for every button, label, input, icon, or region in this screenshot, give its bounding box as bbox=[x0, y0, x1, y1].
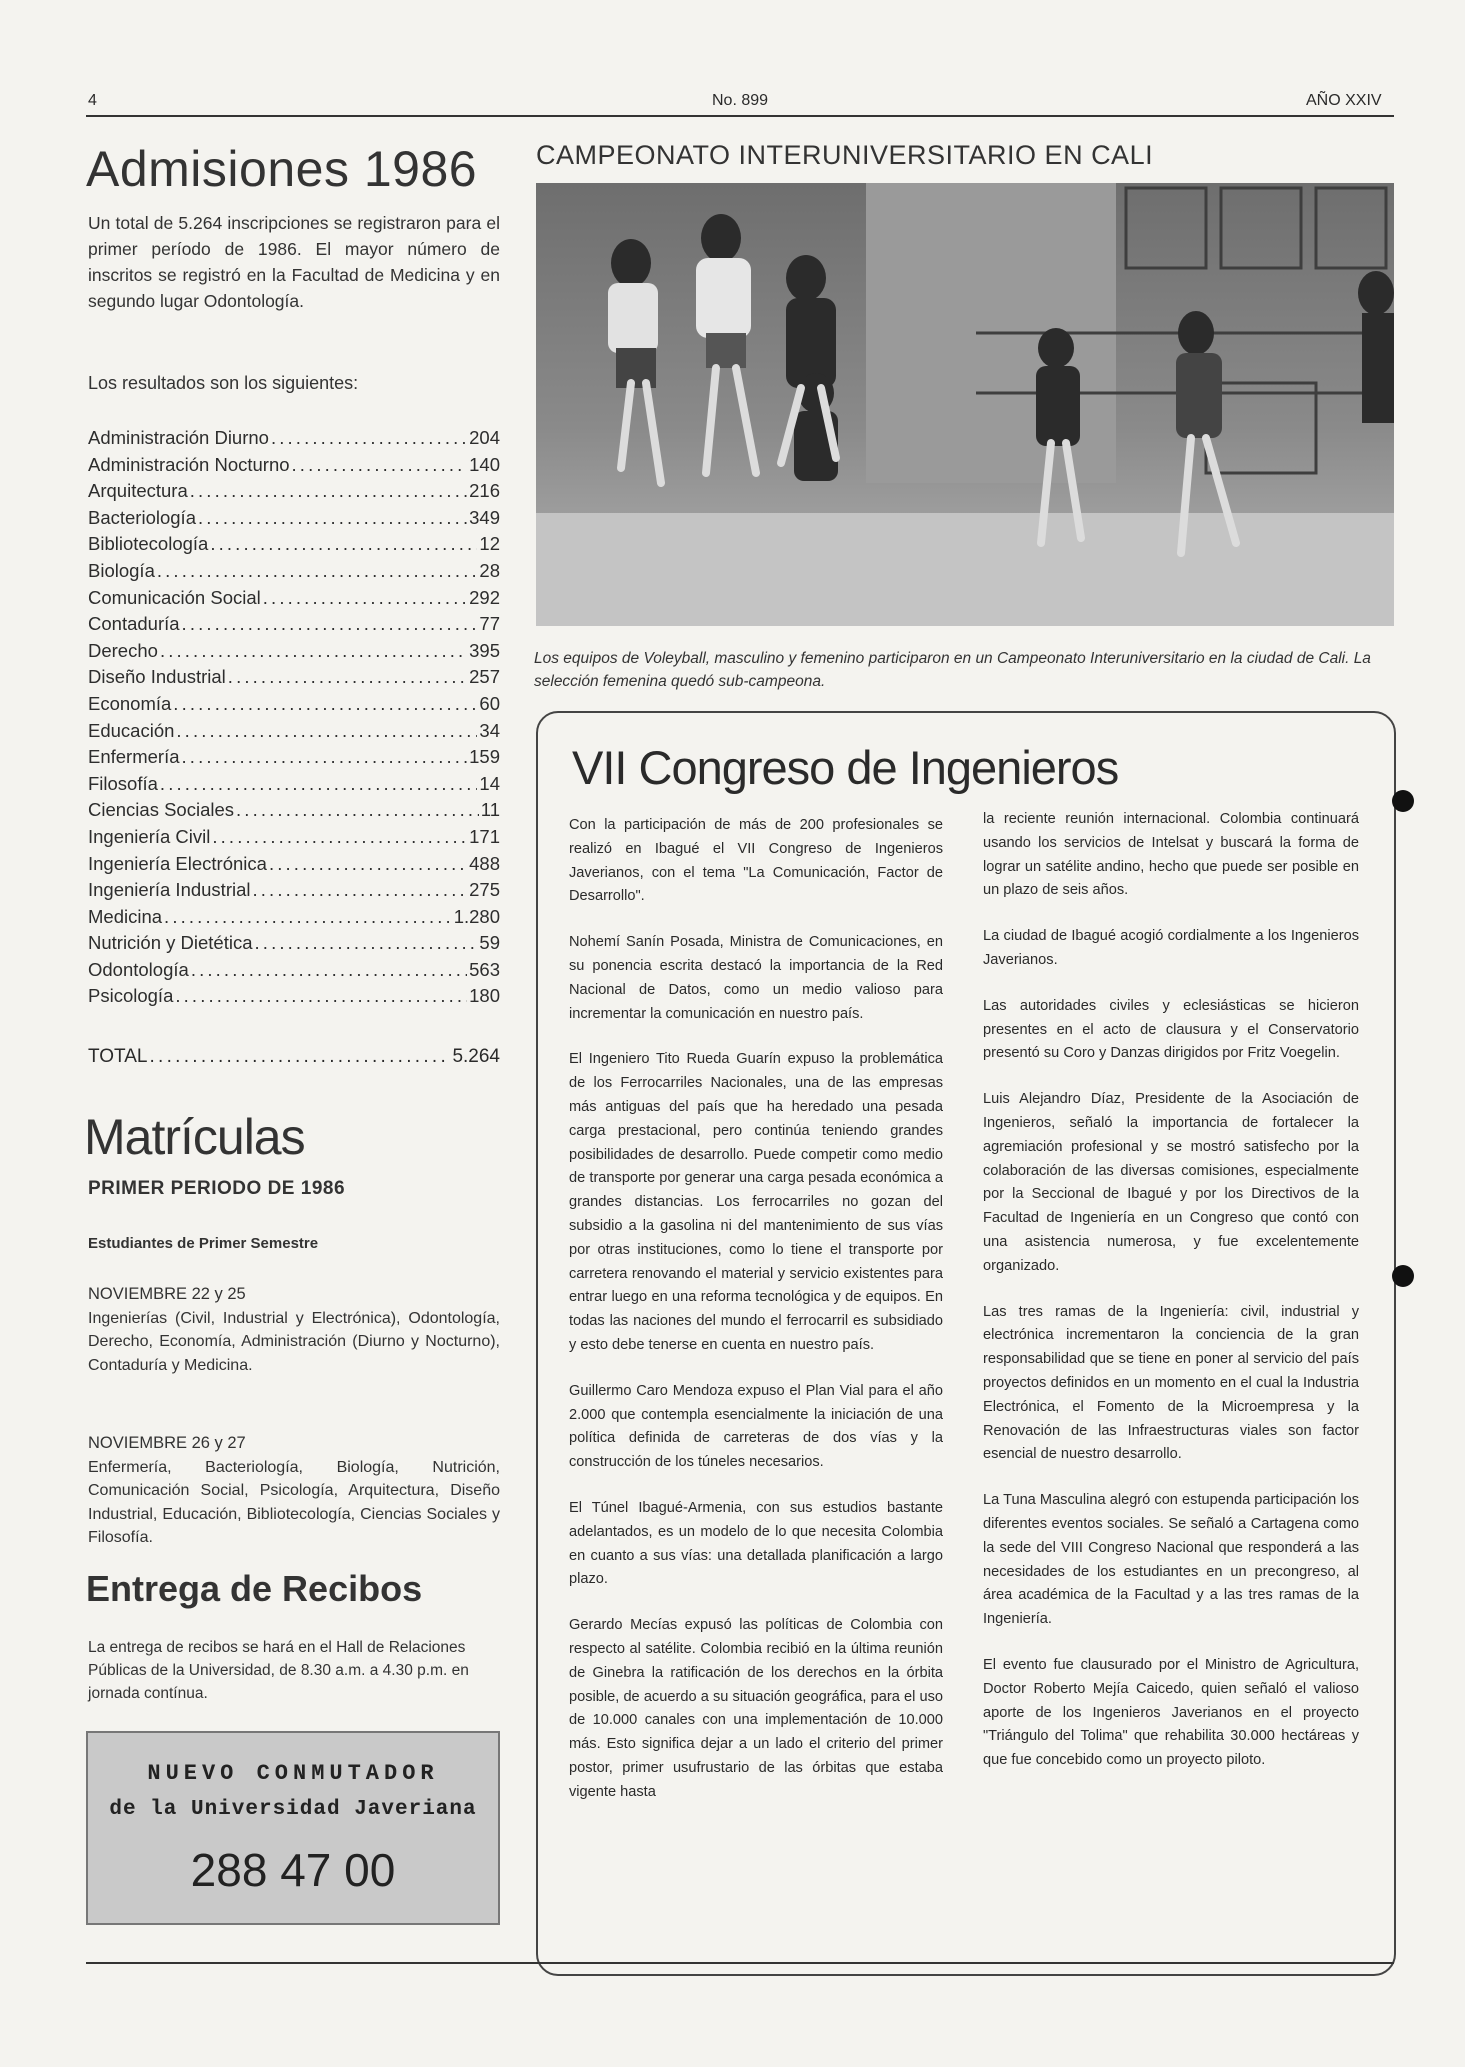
program-name: Enfermería bbox=[88, 746, 180, 768]
program-count: 77 bbox=[479, 613, 500, 635]
program-name: Comunicación Social bbox=[88, 586, 261, 608]
program-count: 488 bbox=[469, 852, 500, 874]
leader-dots bbox=[271, 425, 467, 452]
list-item bbox=[88, 531, 500, 558]
article-paragraph: El Túnel Ibagué-Armenia, con sus estudios bastante adelantados, es un modelo de lo que necesita Colombia en cuanto a sus vías: una detallada planificación a largo plazo. bbox=[569, 1499, 943, 1588]
program-count: 34 bbox=[479, 719, 500, 741]
article-paragraph: El Ingeniero Tito Rueda Guarín expuso la problemática de los Ferrocarriles Nacionales, una de las empresas más antiguas del país que ha heredado una pesada carga prestacional, pero continúa teniendo grandes posibilidades de desarrollo. Puede competir como medio de transporte por generar una carga pesada económica a grandes distancias. Los ferrocarriles no gozan del subsidio a la gasolina ni del mantenimiento de sus vías por otras instituciones, como lo tiene el transporte por carretera renovando el material y servicio existentes para entrar luego en una reforma tecnológica y de equipos. En todas las naciones del mundo el ferrocarril es subsidiado y esto debe tenerse en cuenta en nuestro país. bbox=[569, 1051, 943, 1353]
entrega-text: La entrega de recibos se hará en el Hall de Relaciones Públicas de la Universidad, de 8.30 a.m. a 4.30 p.m. en jornada contínua. bbox=[88, 1639, 469, 1702]
program-count: 14 bbox=[479, 772, 500, 794]
leader-dots bbox=[198, 505, 467, 532]
leader-dots bbox=[182, 611, 478, 638]
article-paragraph: Con la participación de más de 200 profesionales se realizó en Ibagué el VII Congreso de Ingenieros Javerianos, con el tema "La Comunicación, Factor de Desarrollo". bbox=[569, 817, 943, 905]
program-count: 140 bbox=[469, 453, 500, 475]
leader-dots bbox=[228, 664, 467, 691]
program-count: 28 bbox=[479, 559, 500, 581]
list-item bbox=[88, 718, 500, 745]
leader-dots bbox=[253, 877, 468, 904]
congreso-title: VII Congreso de Ingenieros bbox=[572, 741, 1119, 794]
leader-dots bbox=[157, 558, 478, 585]
program-count: 1.280 bbox=[453, 905, 500, 927]
schedule-block bbox=[88, 1432, 500, 1550]
program-count: 292 bbox=[469, 586, 500, 608]
campeonato-title: CAMPEONATO INTERUNIVERSITARIO EN CALI bbox=[536, 140, 1154, 170]
congreso-right-column bbox=[983, 808, 1359, 1795]
list-item bbox=[88, 930, 500, 957]
list-item bbox=[88, 505, 500, 532]
program-count: 11 bbox=[480, 799, 500, 821]
program-name: Educación bbox=[88, 719, 175, 741]
article-paragraph: Guillermo Caro Mendoza expuso el Plan Vial para el año 2.000 que contempla esencialmente la iniciación de una política definida de carreteras de dos vías y la construcción de los túneles necesarios. bbox=[569, 1382, 943, 1471]
program-name: Arquitectura bbox=[88, 480, 188, 502]
conmutador-title: NUEVO CONMUTADOR bbox=[147, 1761, 439, 1786]
list-item bbox=[88, 957, 500, 984]
schedule-text: Ingenierías (Civil, Industrial y Electrónica), Odontología, Derecho, Economía, Administración (Diurno y Nocturno), Contaduría y Medicina. bbox=[88, 1309, 500, 1374]
photo-caption: Los equipos de Voleyball, masculino y femenino participaron en un Campeonato Interuniversitario en la ciudad de Cali. La selección femenina quedó sub-campeona. bbox=[534, 650, 1371, 690]
program-name: Administración Nocturno bbox=[88, 453, 290, 475]
total-value: 5.264 bbox=[452, 1046, 500, 1067]
total-label: TOTAL bbox=[88, 1046, 148, 1067]
program-count: 395 bbox=[469, 639, 500, 661]
students-label: Estudiantes de Primer Semestre bbox=[88, 1235, 319, 1252]
article-paragraph: El evento fue clausurado por el Ministro de Agricultura, Doctor Roberto Mejía Caicedo, quien señaló el valioso aporte de los Ingenieros Javerianos en el proyecto "Triángulo del Tolima" que rehabilita 30.000 hectáreas y que fue concebido como un proyecto piloto. bbox=[983, 1656, 1359, 1769]
leader-dots bbox=[173, 691, 477, 718]
admisiones-title: Admisiones 1986 bbox=[86, 141, 478, 197]
conmutador-subtitle: de la Universidad Javeriana bbox=[109, 1798, 477, 1821]
matriculas-title: Matrículas bbox=[84, 1109, 305, 1165]
program-count: 216 bbox=[469, 480, 500, 502]
program-name: Odontología bbox=[88, 958, 189, 980]
list-item bbox=[88, 585, 500, 612]
leader-dots bbox=[176, 718, 477, 745]
program-count: 60 bbox=[479, 692, 500, 714]
program-name: Bibliotecología bbox=[88, 533, 209, 555]
schedule-text: Enfermería, Bacteriología, Biología, Nutrición, Comunicación Social, Psicología, Arquitectura, Diseño Industrial, Educación, Bibliotecología, Ciencias Sociales y Filosofía. bbox=[88, 1458, 500, 1546]
leader-dots bbox=[212, 824, 467, 851]
admissions-list bbox=[88, 425, 500, 1010]
total-row bbox=[88, 1046, 500, 1068]
program-count: 563 bbox=[469, 958, 500, 980]
list-item bbox=[88, 452, 500, 479]
list-item bbox=[88, 611, 500, 638]
leader-dots bbox=[160, 638, 467, 665]
year-label: AÑO XXIV bbox=[1306, 92, 1382, 109]
footer-rule bbox=[86, 1962, 1394, 1964]
list-item bbox=[88, 478, 500, 505]
leader-dots bbox=[263, 585, 467, 612]
volleyball-photo bbox=[536, 183, 1394, 626]
program-count: 59 bbox=[479, 932, 500, 954]
article-paragraph: Las tres ramas de la Ingeniería: civil, industrial y electrónica incrementaron la conciencia de la gran responsabilidad que se tiene en poner al servicio del país proyectos definidos en un momento en el cual la Industria Electrónica, el Fomento de la Microempresa y la Renovación de las Infraestructuras viales son factor esencial de nuestro desarrollo. bbox=[983, 1303, 1359, 1463]
program-name: Ingeniería Electrónica bbox=[88, 852, 267, 874]
leader-dots bbox=[149, 1046, 450, 1068]
program-name: Derecho bbox=[88, 639, 158, 661]
program-name: Medicina bbox=[88, 905, 163, 927]
schedule-date: NOVIEMBRE 26 y 27 bbox=[88, 1434, 246, 1452]
leader-dots bbox=[292, 452, 468, 479]
header-rule bbox=[86, 115, 1394, 117]
program-count: 159 bbox=[469, 746, 500, 768]
results-label: Los resultados son los siguientes: bbox=[88, 373, 359, 393]
leader-dots bbox=[191, 957, 467, 984]
issue-number: No. 899 bbox=[712, 92, 769, 109]
leader-dots bbox=[255, 930, 478, 957]
program-name: Contaduría bbox=[88, 613, 180, 635]
list-item bbox=[88, 877, 500, 904]
list-item bbox=[88, 851, 500, 878]
conmutador-number: 288 47 00 bbox=[190, 1844, 396, 1896]
article-paragraph: la reciente reunión internacional. Colombia continuará usando los servicios de Intelsat y buscará la forma de lograr un satélite andino, hecho que puede ser posible en un plazo de seis años. bbox=[983, 811, 1359, 899]
program-name: Psicología bbox=[88, 985, 174, 1007]
binder-hole bbox=[1392, 1265, 1414, 1287]
conmutador-box bbox=[86, 1731, 500, 1925]
list-item bbox=[88, 425, 500, 452]
schedule-block bbox=[88, 1283, 500, 1377]
article-paragraph: Gerardo Mecías expusó las políticas de Colombia con respecto al satélite. Colombia recibió en la última reunión de Ginebra la ratificación de los derechos en la órbita posible, de acuerdo a su situación geográfica, para el uso de 10.000 canales con una implementación de 10.000 más. Esto significa dejar a un lado el criterio del primer postor, primer usufrustario de las órbitas que estaba vigente hasta bbox=[569, 1617, 943, 1800]
binder-hole bbox=[1392, 790, 1414, 812]
program-count: 204 bbox=[469, 427, 500, 448]
page-number: 4 bbox=[88, 92, 97, 109]
leader-dots bbox=[175, 983, 467, 1010]
article-paragraph: Nohemí Sanín Posada, Ministra de Comunicaciones, en su ponencia escrita destacó la importancia de la Red Nacional de Datos, como un medio valioso para incrementar la comunicación en nuestro país. bbox=[569, 934, 943, 1022]
article-paragraph: Luis Alejandro Díaz, Presidente de la Asociación de Ingenieros, señaló la importancia de fortalecer la agremiación profesional y se mostró satisfecho por la colaboración de las diversas comisiones, especialmente por la Seccional de Ibagué y por los Directivos de la Facultad de Ingeniería en un Congreso que contó con una asistencia numerosa, y fue excelentemente organizado. bbox=[983, 1091, 1359, 1274]
leader-dots bbox=[190, 478, 467, 505]
list-item bbox=[88, 744, 500, 771]
program-count: 349 bbox=[469, 506, 500, 528]
program-name: Diseño Industrial bbox=[88, 666, 226, 688]
list-item bbox=[88, 771, 500, 798]
leader-dots bbox=[164, 904, 452, 931]
schedule-date: NOVIEMBRE 22 y 25 bbox=[88, 1285, 246, 1303]
list-item bbox=[88, 638, 500, 665]
program-count: 171 bbox=[469, 825, 500, 847]
program-name: Filosofía bbox=[88, 772, 158, 794]
program-count: 180 bbox=[469, 985, 500, 1007]
leader-dots bbox=[236, 797, 479, 824]
program-count: 275 bbox=[469, 879, 500, 901]
program-name: Ciencias Sociales bbox=[88, 799, 235, 821]
list-item bbox=[88, 664, 500, 691]
leader-dots bbox=[160, 771, 478, 798]
list-item bbox=[88, 558, 500, 585]
program-name: Ingeniería Industrial bbox=[88, 879, 251, 901]
program-name: Administración Diurno bbox=[88, 427, 269, 448]
program-name: Bacteriología bbox=[88, 506, 196, 528]
matriculas-subtitle: PRIMER PERIODO DE 1986 bbox=[88, 1178, 346, 1199]
list-item bbox=[88, 983, 500, 1010]
program-name: Economía bbox=[88, 692, 172, 714]
program-name: Biología bbox=[88, 559, 155, 581]
leader-dots bbox=[269, 851, 467, 878]
congreso-left-column bbox=[569, 814, 943, 1826]
entrega-title: Entrega de Recibos bbox=[86, 1568, 423, 1609]
program-count: 257 bbox=[469, 666, 500, 688]
program-name: Ingeniería Civil bbox=[88, 825, 211, 847]
list-item bbox=[88, 691, 500, 718]
admisiones-intro: Un total de 5.264 inscripciones se registraron para el primer período de 1986. El mayor número de inscritos se registró en la Facultad de Medicina y en segundo lugar Odontología. bbox=[88, 213, 500, 311]
program-count: 12 bbox=[479, 533, 500, 555]
list-item bbox=[88, 797, 500, 824]
leader-dots bbox=[210, 531, 477, 558]
program-name: Nutrición y Dietética bbox=[88, 932, 253, 954]
list-item bbox=[88, 824, 500, 851]
article-paragraph: La Tuna Masculina alegró con estupenda participación los diferentes eventos sociales. Se señaló a Cartagena como la sede del VIII Congreso Nacional que responderá a las necesidades de los estudiantes en un precongreso, al área académica de la Facultad y a las tres ramas de la Ingeniería. bbox=[983, 1492, 1359, 1628]
leader-dots bbox=[182, 744, 468, 771]
article-paragraph: La ciudad de Ibagué acogió cordialmente a los Ingenieros Javerianos. bbox=[983, 928, 1359, 968]
article-paragraph: Las autoridades civiles y eclesiásticas se hicieron presentes en el acto de clausura y el Conservatorio presentó su Coro y Danzas dirigidos por Fritz Voegelin. bbox=[983, 997, 1359, 1062]
list-item bbox=[88, 904, 500, 931]
